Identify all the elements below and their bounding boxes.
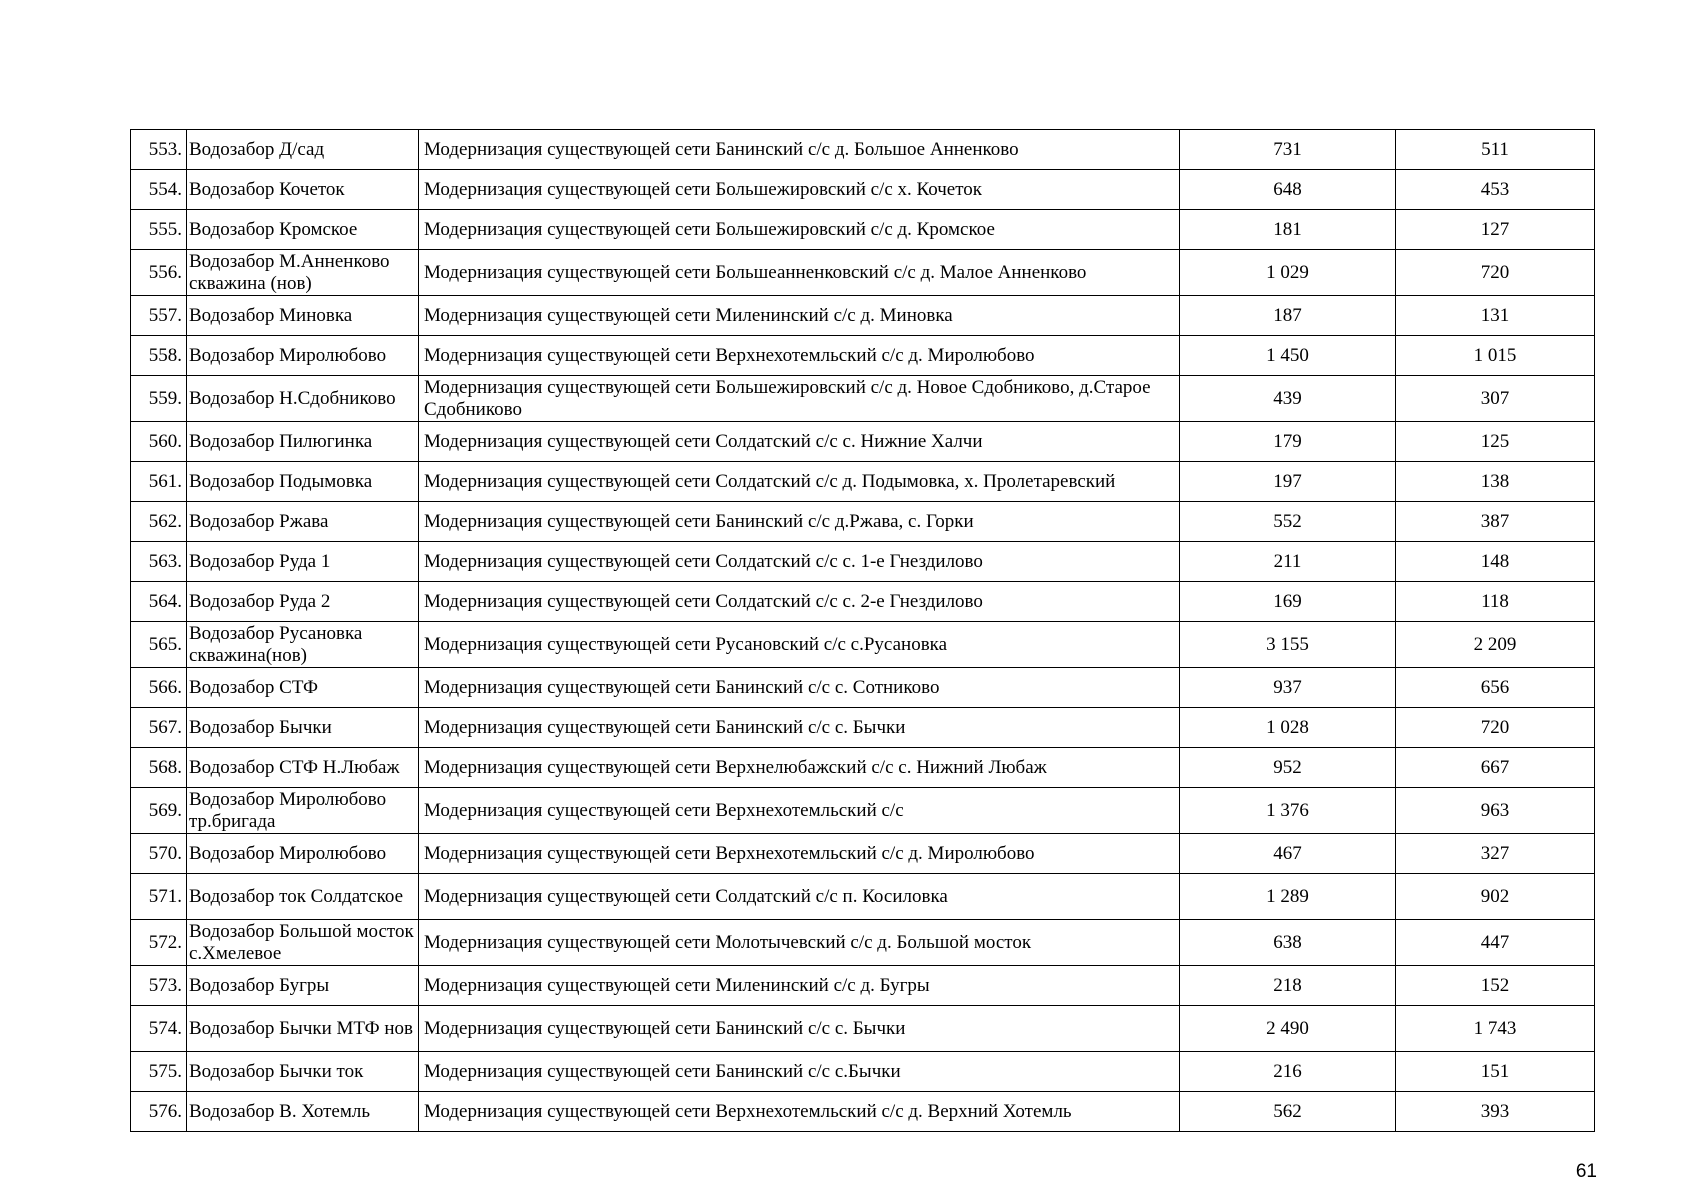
table-row <box>131 622 1595 668</box>
value-1-cell: 937 <box>1180 668 1396 708</box>
water-intake-name-cell: Водозабор Бугры <box>187 966 419 1006</box>
row-number-cell: 571. <box>131 874 187 920</box>
water-intake-name-cell: Водозабор М.Анненково скважина (нов) <box>187 250 419 296</box>
row-number-cell: 562. <box>131 502 187 542</box>
value-2-cell: 152 <box>1396 966 1595 1006</box>
table-row <box>131 250 1595 296</box>
table-row <box>131 296 1595 336</box>
value-1-cell: 211 <box>1180 542 1396 582</box>
value-2-cell: 1 015 <box>1396 336 1595 376</box>
water-intake-name-cell: Водозабор Большой мосток с.Хмелевое <box>187 920 419 966</box>
water-intake-name-cell: Водозабор В. Хотемль <box>187 1092 419 1132</box>
description-cell: Модернизация существующей сети Миленинский с/с д. Миновка <box>419 296 1180 336</box>
table-row <box>131 748 1595 788</box>
table-row <box>131 422 1595 462</box>
table-row <box>131 920 1595 966</box>
table-row <box>131 502 1595 542</box>
row-number-cell: 554. <box>131 170 187 210</box>
value-1-cell: 562 <box>1180 1092 1396 1132</box>
value-2-cell: 447 <box>1396 920 1595 966</box>
value-1-cell: 216 <box>1180 1052 1396 1092</box>
value-1-cell: 952 <box>1180 748 1396 788</box>
row-number-cell: 569. <box>131 788 187 834</box>
value-2-cell: 125 <box>1396 422 1595 462</box>
description-cell: Модернизация существующей сети Верхнехотемльский с/с <box>419 788 1180 834</box>
value-2-cell: 656 <box>1396 668 1595 708</box>
value-2-cell: 1 743 <box>1396 1006 1595 1052</box>
row-number-cell: 565. <box>131 622 187 668</box>
row-number-cell: 576. <box>131 1092 187 1132</box>
description-cell: Модернизация существующей сети Верхнелюбажский с/с с. Нижний Любаж <box>419 748 1180 788</box>
row-number-cell: 570. <box>131 834 187 874</box>
table-row <box>131 170 1595 210</box>
row-number-cell: 555. <box>131 210 187 250</box>
value-2-cell: 667 <box>1396 748 1595 788</box>
description-cell: Модернизация существующей сети Большежировский с/с д. Кромское <box>419 210 1180 250</box>
description-cell: Модернизация существующей сети Солдатский с/с с. 1-е Гнездилово <box>419 542 1180 582</box>
table-row <box>131 542 1595 582</box>
row-number-cell: 563. <box>131 542 187 582</box>
value-1-cell: 179 <box>1180 422 1396 462</box>
value-1-cell: 552 <box>1180 502 1396 542</box>
row-number-cell: 558. <box>131 336 187 376</box>
row-number-cell: 566. <box>131 668 187 708</box>
table-row <box>131 462 1595 502</box>
value-2-cell: 511 <box>1396 130 1595 170</box>
description-cell: Модернизация существующей сети Верхнехотемльский с/с д. Верхний Хотемль <box>419 1092 1180 1132</box>
description-cell: Модернизация существующей сети Верхнехотемльский с/с д. Миролюбово <box>419 834 1180 874</box>
row-number-cell: 560. <box>131 422 187 462</box>
value-2-cell: 2 209 <box>1396 622 1595 668</box>
description-cell: Модернизация существующей сети Большеанненковский с/с д. Малое Анненково <box>419 250 1180 296</box>
row-number-cell: 568. <box>131 748 187 788</box>
value-2-cell: 720 <box>1396 250 1595 296</box>
document-table <box>130 129 1595 1132</box>
value-1-cell: 181 <box>1180 210 1396 250</box>
row-number-cell: 556. <box>131 250 187 296</box>
value-1-cell: 467 <box>1180 834 1396 874</box>
table-row <box>131 1006 1595 1052</box>
water-intake-name-cell: Водозабор Руда 2 <box>187 582 419 622</box>
value-1-cell: 1 289 <box>1180 874 1396 920</box>
value-2-cell: 327 <box>1396 834 1595 874</box>
water-intake-name-cell: Водозабор Д/сад <box>187 130 419 170</box>
value-2-cell: 131 <box>1396 296 1595 336</box>
water-intake-name-cell: Водозабор Миролюбово <box>187 336 419 376</box>
row-number-cell: 557. <box>131 296 187 336</box>
description-cell: Модернизация существующей сети Солдатский с/с д. Подымовка, х. Пролетаревский <box>419 462 1180 502</box>
value-1-cell: 638 <box>1180 920 1396 966</box>
value-2-cell: 963 <box>1396 788 1595 834</box>
value-2-cell: 902 <box>1396 874 1595 920</box>
value-2-cell: 118 <box>1396 582 1595 622</box>
value-1-cell: 731 <box>1180 130 1396 170</box>
description-cell: Модернизация существующей сети Большежировский с/с д. Новое Сдобниково, д.Старое Сдобниково <box>419 376 1180 422</box>
value-2-cell: 720 <box>1396 708 1595 748</box>
value-1-cell: 648 <box>1180 170 1396 210</box>
water-intake-name-cell: Водозабор ток Солдатское <box>187 874 419 920</box>
row-number-cell: 575. <box>131 1052 187 1092</box>
table-row <box>131 210 1595 250</box>
description-cell: Модернизация существующей сети Молотычевский с/с д. Большой мосток <box>419 920 1180 966</box>
page-number: 61 <box>1575 1161 1597 1182</box>
water-intake-name-cell: Водозабор Кромское <box>187 210 419 250</box>
value-1-cell: 169 <box>1180 582 1396 622</box>
table-body <box>131 130 1595 1132</box>
table-row <box>131 874 1595 920</box>
description-cell: Модернизация существующей сети Банинский с/с д.Ржава, с. Горки <box>419 502 1180 542</box>
row-number-cell: 559. <box>131 376 187 422</box>
row-number-cell: 561. <box>131 462 187 502</box>
row-number-cell: 574. <box>131 1006 187 1052</box>
water-intake-name-cell: Водозабор Бычки <box>187 708 419 748</box>
value-2-cell: 151 <box>1396 1052 1595 1092</box>
description-cell: Модернизация существующей сети Банинский с/с с. Бычки <box>419 708 1180 748</box>
water-intake-name-cell: Водозабор СТФ <box>187 668 419 708</box>
description-cell: Модернизация существующей сети Банинский с/с с. Сотниково <box>419 668 1180 708</box>
water-intake-name-cell: Водозабор Ржава <box>187 502 419 542</box>
table-row <box>131 834 1595 874</box>
table-row <box>131 788 1595 834</box>
water-intake-name-cell: Водозабор Миновка <box>187 296 419 336</box>
description-cell: Модернизация существующей сети Большежировский с/с х. Кочеток <box>419 170 1180 210</box>
value-2-cell: 148 <box>1396 542 1595 582</box>
row-number-cell: 567. <box>131 708 187 748</box>
row-number-cell: 553. <box>131 130 187 170</box>
row-number-cell: 573. <box>131 966 187 1006</box>
description-cell: Модернизация существующей сети Солдатский с/с с. 2-е Гнездилово <box>419 582 1180 622</box>
water-intake-name-cell: Водозабор Подымовка <box>187 462 419 502</box>
value-1-cell: 187 <box>1180 296 1396 336</box>
table-row <box>131 376 1595 422</box>
water-intake-name-cell: Водозабор Бычки ток <box>187 1052 419 1092</box>
table-row <box>131 668 1595 708</box>
value-1-cell: 197 <box>1180 462 1396 502</box>
water-intake-name-cell: Водозабор Миролюбово тр.бригада <box>187 788 419 834</box>
table-row <box>131 708 1595 748</box>
description-cell: Модернизация существующей сети Банинский с/с с.Бычки <box>419 1052 1180 1092</box>
value-2-cell: 307 <box>1396 376 1595 422</box>
table-row <box>131 130 1595 170</box>
water-intake-name-cell: Водозабор Бычки МТФ нов <box>187 1006 419 1052</box>
description-cell: Модернизация существующей сети Верхнехотемльский с/с д. Миролюбово <box>419 336 1180 376</box>
value-1-cell: 2 490 <box>1180 1006 1396 1052</box>
water-intake-name-cell: Водозабор Кочеток <box>187 170 419 210</box>
value-1-cell: 1 029 <box>1180 250 1396 296</box>
water-intake-name-cell: Водозабор Миролюбово <box>187 834 419 874</box>
row-number-cell: 572. <box>131 920 187 966</box>
table-row <box>131 336 1595 376</box>
value-1-cell: 1 028 <box>1180 708 1396 748</box>
description-cell: Модернизация существующей сети Русановский с/с с.Русановка <box>419 622 1180 668</box>
description-cell: Модернизация существующей сети Банинский с/с д. Большое Анненково <box>419 130 1180 170</box>
table-row <box>131 1052 1595 1092</box>
table-row <box>131 1092 1595 1132</box>
row-number-cell: 564. <box>131 582 187 622</box>
value-2-cell: 393 <box>1396 1092 1595 1132</box>
value-2-cell: 127 <box>1396 210 1595 250</box>
value-1-cell: 1 376 <box>1180 788 1396 834</box>
water-intake-name-cell: Водозабор Пилюгинка <box>187 422 419 462</box>
description-cell: Модернизация существующей сети Миленинский с/с д. Бугры <box>419 966 1180 1006</box>
description-cell: Модернизация существующей сети Банинский с/с с. Бычки <box>419 1006 1180 1052</box>
water-intake-name-cell: Водозабор СТФ Н.Любаж <box>187 748 419 788</box>
table-row <box>131 582 1595 622</box>
value-2-cell: 138 <box>1396 462 1595 502</box>
table-row <box>131 966 1595 1006</box>
water-intake-name-cell: Водозабор Русановка скважина(нов) <box>187 622 419 668</box>
description-cell: Модернизация существующей сети Солдатский с/с п. Косиловка <box>419 874 1180 920</box>
value-2-cell: 387 <box>1396 502 1595 542</box>
water-intake-name-cell: Водозабор Н.Сдобниково <box>187 376 419 422</box>
value-1-cell: 218 <box>1180 966 1396 1006</box>
water-intake-name-cell: Водозабор Руда 1 <box>187 542 419 582</box>
value-1-cell: 1 450 <box>1180 336 1396 376</box>
value-1-cell: 439 <box>1180 376 1396 422</box>
value-1-cell: 3 155 <box>1180 622 1396 668</box>
value-2-cell: 453 <box>1396 170 1595 210</box>
description-cell: Модернизация существующей сети Солдатский с/с с. Нижние Халчи <box>419 422 1180 462</box>
